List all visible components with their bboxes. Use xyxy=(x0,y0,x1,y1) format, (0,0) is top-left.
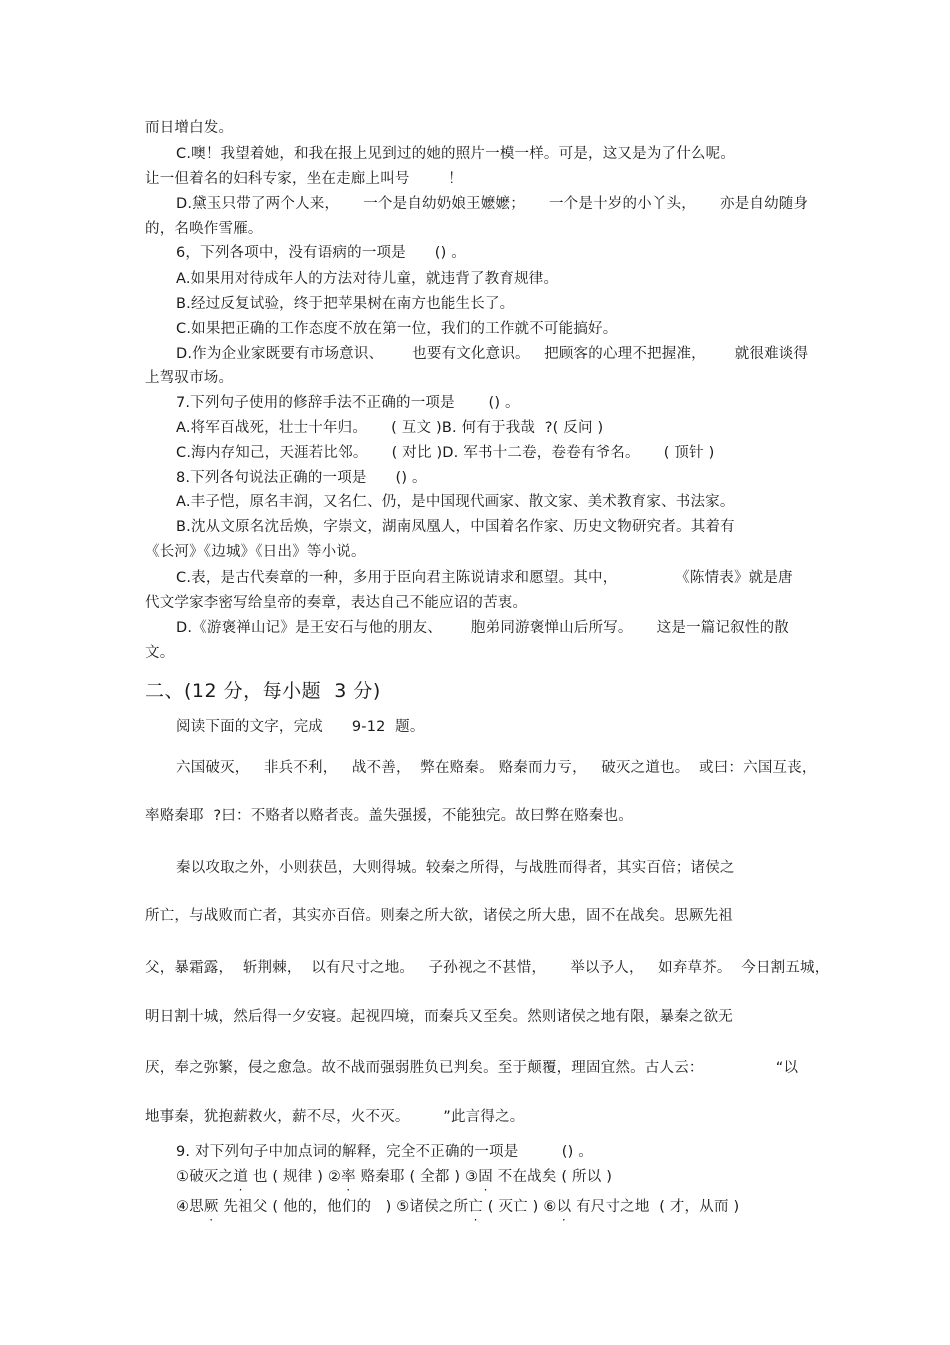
dotted-word: 率 xyxy=(341,1169,356,1185)
passage-line: 六国破灭， 非兵不利， 战不善， 弊在赂秦。 赂秦而力亏， 破灭之道也。 或曰：六国互丧， xyxy=(176,760,817,776)
passage-line: 父，暴霜露， 斩荆棘， 以有尺寸之地。 子孙视之不甚惜， 举以予人， 如弃草芥。 今日割五城， xyxy=(145,960,830,976)
option-d-line: D.黛玉只带了两个人来， 一个是自幼奶娘王嬷嬷； 一个是十岁的小丫头， 亦是自幼随身 xyxy=(176,196,809,212)
text-line: 的，名唤作雪雁。 xyxy=(145,221,263,237)
q8-option-d: D.《游褒禅山记》是王安石与他的朋友、 胞弟同游褒惮山后所写。 这是一篇记叙性的散 xyxy=(176,620,789,636)
question-9: 9. 对下列句子中加点词的解释，完全不正确的一项是 () 。 xyxy=(176,1144,593,1160)
q8-option-a: A.丰子恺，原名丰润，又名仁、仍，是中国现代画家、散文家、美术教育家、书法家。 xyxy=(176,494,735,510)
q6-option-c: C.如果把正确的工作态度不放在第一位，我们的工作就不可能搞好。 xyxy=(176,321,618,337)
option-text: ①破灭之 xyxy=(176,1169,234,1185)
option-text: ④思 xyxy=(176,1199,204,1215)
passage-line: 厌，奉之弥繁，侵之愈急。故不战而强弱胜负已判矣。至于颠覆，理固宜然。古人云： “以 xyxy=(145,1060,799,1076)
q9-options-row-2 xyxy=(176,1197,739,1217)
q6-option-d: D.作为企业家既要有市场意识、 也要有文化意识。 把顾客的心理不把握准， 就很难谈得 xyxy=(176,346,809,362)
question-7: 7.下列句子使用的修辞手法不正确的一项是 () 。 xyxy=(176,395,520,411)
dotted-word: 道 xyxy=(233,1169,249,1185)
dotted-word: 以 xyxy=(556,1199,572,1215)
passage-line: 所亡，与战败而亡者，其实亦百倍。则秦之所大欲，诸侯之所大患，固不在战矣。思厥先祖 xyxy=(145,908,733,924)
option-text: 有尺寸之地 ( 才，从而 ) xyxy=(571,1199,740,1215)
text-line: 代文学家李密写给皇帝的奏章，表达自己不能应诏的苦衷。 xyxy=(145,595,528,611)
dotted-word: 固 xyxy=(478,1169,493,1185)
dotted-word: 厥 xyxy=(203,1199,219,1215)
text-line: 而日增白发。 xyxy=(145,120,234,136)
option-text: 先祖父 ( 他的，他们的 ) ⑤诸侯之所 xyxy=(218,1199,469,1215)
passage-line: 秦以攻取之外，小则获邑，大则得城。较秦之所得，与战胜而得者，其实百倍；诸侯之 xyxy=(176,860,735,876)
section-heading: 二、(12 分，每小题 3 分) xyxy=(145,680,381,702)
passage-line: 地事秦，犹抱薪救火，薪不尽，火不灭。 ”此言得之。 xyxy=(145,1109,525,1125)
q6-option-a: A.如果用对待成年人的方法对待儿童，就违背了教育规律。 xyxy=(176,271,559,287)
q6-option-b: B.经过反复试验，终于把苹果树在南方也能生长了。 xyxy=(176,296,515,312)
passage-line: 明日割十城，然后得一夕安寝。起视四境，而秦兵又至矣。然则诸侯之地有限，暴秦之欲无 xyxy=(145,1009,733,1025)
q9-options-row-1 xyxy=(176,1167,612,1187)
q7-options-ab: A.将军百战死，壮士十年归。 ( 互文 )B. 何有于我哉 ?( 反问 ) xyxy=(176,420,604,436)
text-line: 上驾驭市场。 xyxy=(145,370,234,386)
reading-instruction: 阅读下面的文字，完成 9-12 题。 xyxy=(176,719,425,735)
question-8: 8.下列各句说法正确的一项是 () 。 xyxy=(176,470,427,486)
dotted-word: 亡 xyxy=(468,1199,483,1215)
option-text: ( 灭亡 ) ⑥ xyxy=(483,1199,557,1215)
text-line: 文。 xyxy=(145,645,175,661)
q7-options-cd: C.海内存知己，天涯若比邻。 ( 对比 )D. 军书十二卷，卷卷有爷名。 ( 顶针 ) xyxy=(176,445,715,461)
option-c-line: C.噢！我望着她，和我在报上见到过的她的照片一模一样。可是，这又是为了什么呢。 xyxy=(176,146,736,162)
q8-option-b: B.沈从文原名沈岳焕，字崇文，湖南凤凰人，中国着名作家、历史文物研究者。其着有 xyxy=(176,519,735,535)
question-6: 6，下列各项中，没有语病的一项是 () 。 xyxy=(176,245,467,261)
text-line: 《长河》《边城》《日出》等小说。 xyxy=(145,544,366,560)
option-text: 赂秦耶 ( 全都 ) ③ xyxy=(355,1169,479,1185)
option-text: 不在战矣 ( 所以 ) xyxy=(492,1169,613,1185)
q8-option-c: C.表，是古代奏章的一种，多用于臣向君主陈说请求和愿望。其中， 《陈情表》就是唐 xyxy=(176,570,793,586)
passage-line: 率赂秦耶 ?曰：不赂者以赂者丧。盖失强援，不能独完。故曰弊在赂秦也。 xyxy=(145,808,633,824)
option-text: 也 ( 规律 ) ② xyxy=(248,1169,342,1185)
text-line: 让一但着名的妇科专家，坐在走廊上叫号 ！ xyxy=(145,171,463,187)
